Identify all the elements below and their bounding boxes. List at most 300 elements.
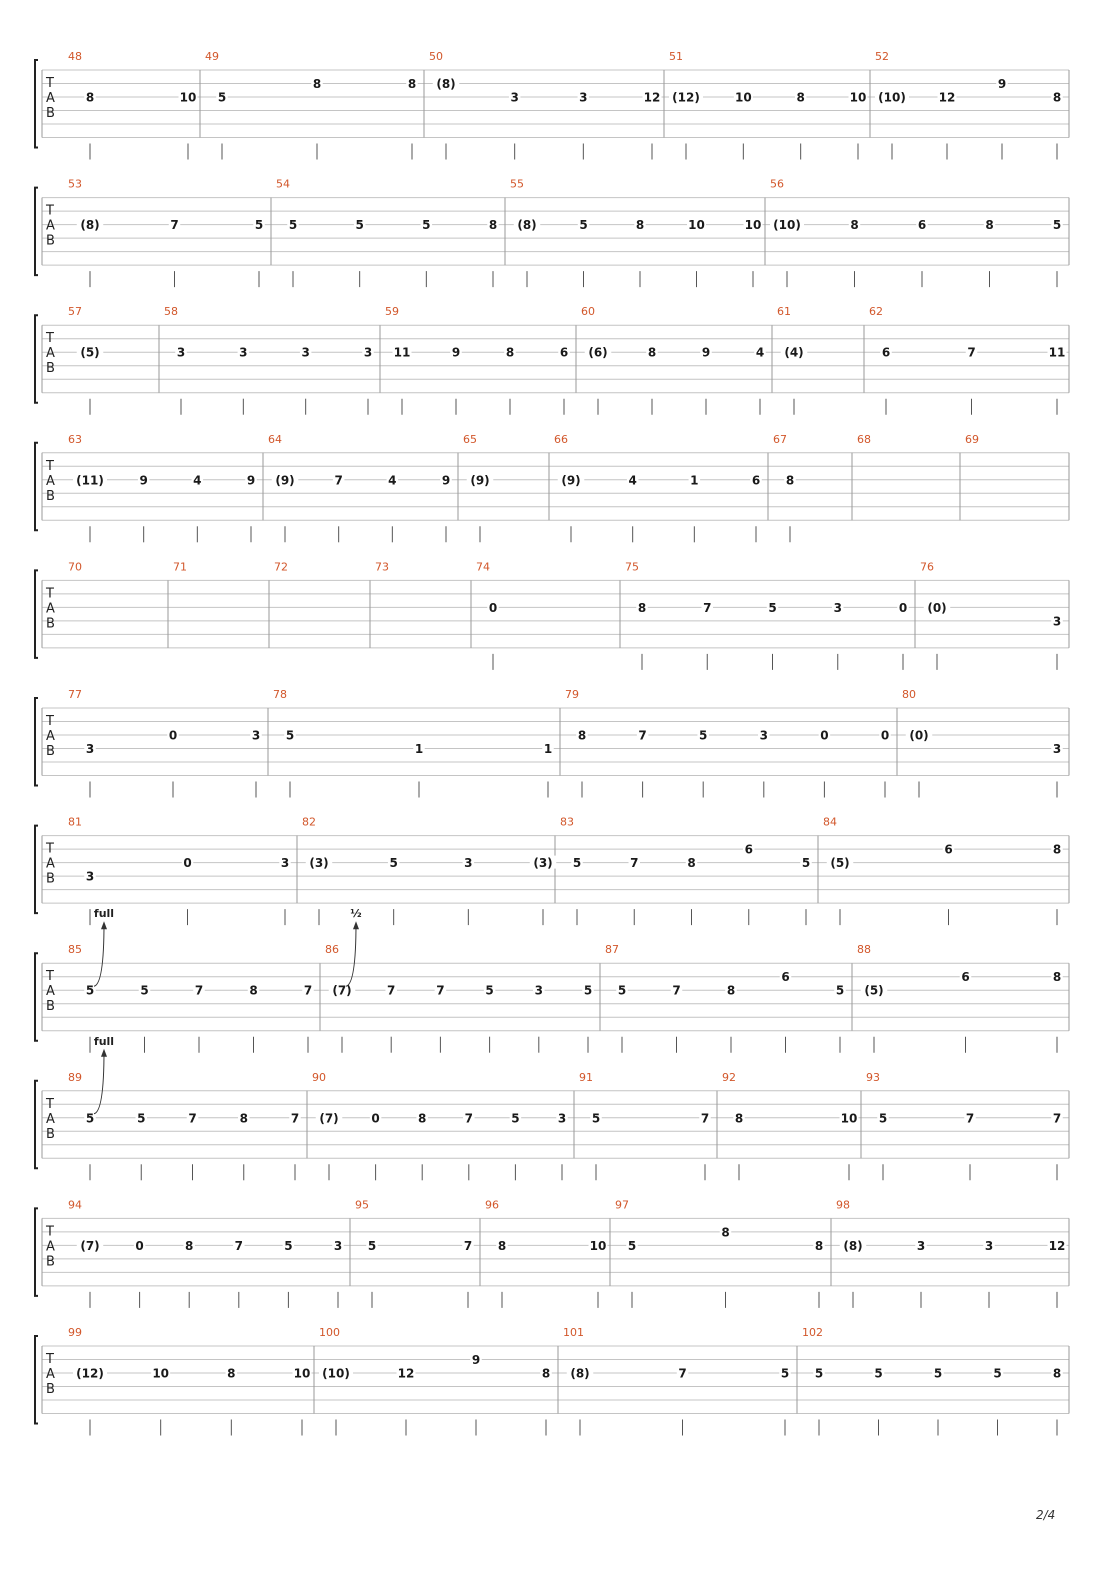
page-number: 2/4: [1036, 1508, 1056, 1522]
tab-clef-letter: B: [46, 1382, 55, 1397]
tab-clef-letter: A: [46, 856, 55, 872]
measure-number: 75: [625, 560, 639, 574]
tab-clef-letter: A: [46, 729, 55, 744]
tab-clef-letter: A: [46, 1367, 55, 1382]
tab-system: [35, 433, 1069, 543]
measure-number: 64: [268, 432, 282, 446]
fret-number: 3: [239, 345, 248, 360]
fret-number: 9: [441, 473, 451, 488]
fret-number: 5: [591, 1111, 601, 1126]
measure-number: 61: [777, 305, 791, 319]
measure: [902, 688, 1063, 798]
fret-number: 4: [628, 473, 637, 488]
measure: [276, 178, 499, 288]
fret-number: 10: [293, 1366, 311, 1381]
fret-number: (8): [436, 77, 456, 91]
measure-number: 95: [355, 1198, 369, 1212]
measure: [510, 178, 763, 288]
fret-number: 3: [833, 600, 842, 615]
fret-number: 3: [916, 1238, 926, 1253]
measure: [836, 1198, 1067, 1308]
fret-number: 5: [583, 983, 593, 998]
fret-number: (7): [332, 983, 352, 998]
measure-number: 90: [312, 1070, 326, 1084]
fret-number: (7): [80, 1238, 100, 1253]
measure-number: 91: [579, 1070, 593, 1084]
measure: [615, 1198, 825, 1308]
fret-number: 3: [464, 856, 473, 871]
fret-number: 7: [464, 1111, 473, 1126]
fret-number: (0): [927, 600, 947, 615]
measure-number: 92: [722, 1070, 736, 1084]
fret-number: 5: [511, 1111, 520, 1126]
system-bracket: [35, 953, 38, 1040]
tab-clef-letter: B: [46, 999, 55, 1015]
fret-number: 6: [559, 345, 569, 360]
fret-number: (10): [773, 218, 801, 233]
measure: [68, 178, 265, 288]
fret-number: 6: [944, 842, 953, 857]
fret-number: 10: [152, 1366, 170, 1381]
measure: [605, 943, 846, 1052]
fret-number: 8: [407, 77, 417, 91]
measure-number: 51: [669, 50, 683, 63]
fret-number: 5: [874, 1366, 883, 1381]
tab-system: [35, 816, 1069, 926]
fret-number: 8: [541, 1366, 551, 1381]
measure-number: 63: [68, 432, 82, 446]
measure-number: 71: [173, 560, 187, 574]
fret-number: 0: [820, 728, 829, 743]
tab-clef-letter: B: [46, 871, 55, 887]
fret-number: 5: [485, 983, 494, 998]
fret-number: 7: [672, 983, 681, 998]
measure-number: 102: [802, 1326, 823, 1339]
measure: [777, 305, 807, 415]
measure-number: 72: [274, 560, 288, 574]
tab-clef-letter: A: [46, 218, 55, 234]
fret-number: 7: [188, 1111, 197, 1126]
fret-number: (10): [322, 1366, 350, 1381]
measure: [205, 50, 418, 160]
system-bracket: [35, 826, 38, 914]
fret-number: 5: [288, 218, 298, 233]
measure: [722, 1071, 859, 1181]
tab-clef-letter: B: [46, 361, 55, 377]
tab-system: [35, 1198, 1069, 1308]
fret-number: 1: [690, 473, 699, 488]
measure: [68, 433, 257, 543]
tab-clef-letter: T: [46, 969, 54, 985]
fret-number: 8: [1052, 1366, 1062, 1381]
fret-number: (9): [470, 473, 490, 488]
measure: [68, 1198, 344, 1308]
fret-number: 8: [850, 218, 859, 233]
measure-number: 101: [563, 1326, 584, 1339]
measure-number: 53: [68, 177, 82, 191]
fret-number: 10: [849, 90, 867, 105]
measure-number: 69: [965, 432, 979, 446]
fret-number: 3: [759, 728, 768, 743]
fret-number: (11): [76, 473, 104, 488]
measure-number: 94: [68, 1198, 82, 1212]
bend-amount: full: [93, 1034, 115, 1048]
measure: [375, 560, 389, 573]
tab-clef-letter: B: [46, 488, 55, 504]
fret-number: 5: [627, 1238, 637, 1253]
measure: [869, 305, 1067, 415]
tab-clef-letter: B: [46, 106, 55, 121]
system-bracket: [35, 570, 38, 658]
fret-number: 5: [1052, 218, 1062, 233]
fret-number: 9: [451, 345, 461, 360]
fret-number: 7: [387, 983, 396, 998]
tab-clef-letter: A: [46, 473, 55, 489]
fret-number: (7): [319, 1111, 339, 1126]
tab-clef-letter: T: [46, 1096, 54, 1112]
fret-number: (8): [80, 218, 100, 233]
fret-number: 5: [367, 1238, 377, 1253]
measure: [429, 50, 662, 160]
measure: [68, 305, 103, 415]
fret-number: 6: [917, 218, 927, 233]
fret-number: 12: [938, 90, 956, 105]
measure-number: 59: [385, 305, 399, 319]
fret-number: 5: [993, 1366, 1002, 1381]
measure-number: 62: [869, 305, 883, 319]
measure-number: 56: [770, 177, 784, 191]
measure-number: 48: [68, 50, 82, 63]
fret-number: 5: [780, 1366, 790, 1381]
fret-number: 1: [543, 742, 553, 756]
fret-number: 5: [617, 983, 627, 998]
measure-number: 81: [68, 815, 82, 829]
measure-number: 80: [902, 688, 916, 701]
fret-number: (5): [864, 983, 884, 998]
fret-number: 8: [85, 90, 95, 105]
fret-number: 5: [85, 1111, 95, 1126]
measure-number: 97: [615, 1198, 629, 1212]
fret-number: (12): [76, 1366, 104, 1381]
tab-clef-letter: T: [46, 203, 54, 219]
tab-clef-letter: T: [46, 458, 54, 474]
system-bracket: [35, 1208, 38, 1296]
fret-number: 8: [785, 473, 795, 488]
measure-number: 93: [866, 1070, 880, 1084]
fret-number: 8: [505, 345, 515, 360]
measure: [857, 433, 871, 446]
measure: [68, 560, 82, 573]
fret-number: 8: [635, 218, 645, 233]
measure: [302, 816, 556, 926]
measure: [164, 305, 374, 415]
tab-system: [35, 1326, 1069, 1436]
fret-number: 10: [589, 1238, 607, 1253]
bend-arrowhead: [353, 921, 359, 929]
fret-number: 8: [796, 90, 805, 105]
measure-number: 67: [773, 432, 787, 446]
measure: [560, 816, 812, 926]
tab-system: [35, 560, 1069, 670]
fret-number: 8: [1052, 970, 1062, 985]
tab-clef-letter: A: [46, 1111, 55, 1127]
fret-number: 7: [703, 600, 712, 615]
fret-number: 6: [961, 970, 970, 985]
fret-number: 3: [301, 345, 310, 360]
tab-clef-letter: B: [46, 1254, 55, 1270]
fret-number: 7: [1052, 1111, 1062, 1126]
fret-number: 5: [284, 1238, 293, 1253]
fret-number: 7: [638, 728, 647, 743]
fret-number: 5: [572, 856, 582, 871]
fret-number: 12: [397, 1366, 415, 1381]
measure: [274, 560, 288, 573]
measure: [485, 1198, 608, 1308]
measure-number: 54: [276, 177, 290, 191]
fret-number: 10: [688, 218, 705, 233]
measure-number: 68: [857, 432, 871, 446]
fret-number: 9: [246, 473, 256, 488]
measure-number: 96: [485, 1198, 499, 1212]
measure-number: 98: [836, 1198, 850, 1212]
fret-number: 8: [1052, 90, 1062, 105]
fret-number: 5: [254, 218, 264, 233]
measure: [581, 305, 766, 415]
fret-number: 5: [389, 856, 398, 871]
measure-number: 73: [375, 560, 389, 574]
fret-number: 6: [751, 473, 761, 488]
measure: [355, 1198, 474, 1308]
fret-number: 8: [985, 218, 994, 233]
fret-number: 8: [814, 1238, 824, 1253]
fret-number: 5: [422, 218, 431, 233]
tab-clef-letter: B: [46, 744, 55, 759]
fret-number: 7: [967, 345, 976, 360]
fret-number: 8: [721, 1225, 730, 1240]
fret-number: 0: [135, 1238, 144, 1253]
measure-number: 99: [68, 1326, 82, 1339]
fret-number: 0: [880, 728, 890, 743]
measure: [866, 1071, 1063, 1181]
fret-number: (9): [275, 473, 295, 488]
measure-number: 55: [510, 177, 524, 191]
tab-clef-letter: A: [46, 91, 55, 106]
measure-number: 84: [823, 815, 837, 829]
tab-system: [35, 305, 1069, 415]
measure: [319, 1326, 552, 1436]
measure-number: 65: [463, 432, 477, 446]
tab-clef-letter: B: [46, 1126, 55, 1142]
measure: [385, 305, 570, 415]
measure-number: 49: [205, 50, 219, 63]
fret-number: 11: [393, 345, 411, 360]
measure: [875, 50, 1063, 160]
fret-number: 3: [984, 1238, 994, 1253]
fret-number: 5: [699, 728, 708, 743]
fret-number: 0: [898, 600, 908, 615]
fret-number: 8: [1052, 842, 1062, 857]
system-bracket: [35, 1336, 38, 1424]
fret-number: 8: [239, 1111, 248, 1126]
measure-number: 100: [319, 1326, 340, 1339]
fret-number: 7: [463, 1238, 473, 1253]
system-bracket: [35, 60, 38, 148]
fret-number: 7: [436, 983, 445, 998]
fret-number: 5: [835, 983, 845, 998]
fret-number: (9): [561, 473, 581, 488]
system-bracket: [35, 698, 38, 786]
fret-number: 4: [388, 473, 397, 488]
fret-number: 3: [1052, 742, 1062, 756]
measure: [463, 433, 493, 543]
fret-number: 9: [471, 1353, 481, 1367]
fret-number: 8: [647, 345, 657, 360]
fret-number: 5: [355, 218, 364, 233]
measure: [173, 560, 187, 573]
fret-number: (8): [843, 1238, 863, 1253]
fret-number: (10): [878, 90, 906, 105]
measure: [312, 1071, 568, 1181]
fret-number: 8: [312, 77, 322, 91]
fret-number: 5: [801, 856, 811, 871]
fret-number: 9: [997, 77, 1007, 91]
measure-number: 50: [429, 50, 443, 63]
fret-number: 12: [643, 90, 661, 105]
tab-clef-letter: A: [46, 601, 55, 617]
fret-number: 5: [768, 600, 777, 615]
measure: [68, 688, 262, 798]
fret-number: (3): [309, 856, 329, 871]
measure-number: 76: [920, 560, 934, 574]
tab-clef-letter: A: [46, 346, 55, 362]
tab-clef-letter: B: [46, 233, 55, 249]
measure-number: 82: [302, 815, 316, 829]
fret-number: 3: [85, 869, 95, 884]
measure: [770, 178, 1063, 288]
fret-number: (8): [517, 218, 537, 233]
fret-number: (5): [830, 856, 850, 871]
fret-number: 7: [234, 1238, 243, 1253]
fret-number: 7: [965, 1111, 975, 1126]
fret-number: 0: [183, 856, 192, 871]
tab-clef-letter: T: [46, 841, 54, 857]
fret-number: 5: [285, 728, 295, 743]
fret-number: 5: [933, 1366, 943, 1381]
fret-number: 3: [557, 1111, 567, 1126]
fret-number: 6: [781, 970, 790, 985]
measure-number: 77: [68, 688, 82, 701]
fret-number: 9: [139, 473, 148, 488]
tab-clef-letter: T: [46, 714, 54, 729]
measure-number: 87: [605, 943, 619, 957]
fret-number: 6: [881, 345, 891, 360]
measure: [669, 50, 868, 160]
fret-number: 8: [577, 728, 587, 743]
fret-number: 10: [179, 90, 197, 105]
fret-number: 3: [534, 983, 543, 998]
fret-number: 3: [280, 856, 290, 871]
measure: [565, 688, 891, 798]
fret-number: 0: [488, 600, 498, 615]
measure: [273, 688, 554, 798]
measure-number: 57: [68, 305, 82, 319]
tab-clef-letter: A: [46, 1239, 55, 1255]
fret-number: 4: [193, 473, 202, 488]
system-bracket: [35, 443, 38, 531]
measure: [554, 433, 762, 543]
system-bracket: [35, 1081, 38, 1169]
fret-number: 3: [333, 1238, 343, 1253]
fret-number: 3: [579, 90, 588, 105]
fret-number: 5: [85, 983, 95, 998]
measure-number: 58: [164, 305, 178, 319]
measure: [68, 50, 198, 160]
bend-amount: full: [93, 907, 115, 921]
bend-arrowhead: [101, 921, 107, 929]
fret-number: (5): [80, 345, 100, 360]
fret-number: (8): [570, 1366, 590, 1381]
measure: [68, 1326, 312, 1436]
measure-number: 60: [581, 305, 595, 319]
measure: [476, 560, 499, 670]
fret-number: 7: [303, 983, 313, 998]
tab-clef-letter: B: [46, 616, 55, 632]
fret-number: 8: [726, 983, 736, 998]
fret-number: 4: [755, 345, 765, 360]
fret-number: 8: [734, 1111, 744, 1126]
fret-number: 7: [678, 1366, 687, 1381]
measure: [268, 433, 452, 543]
fret-number: (6): [588, 345, 608, 360]
tab-clef-letter: T: [46, 586, 54, 602]
measure: [965, 433, 979, 446]
tab-clef-letter: T: [46, 1352, 54, 1367]
fret-number: 3: [510, 90, 519, 105]
tab-clef-letter: A: [46, 984, 55, 1000]
fret-number: (3): [533, 856, 553, 871]
measure: [857, 943, 1063, 1052]
fret-number: 5: [579, 218, 588, 233]
fret-number: 8: [497, 1238, 507, 1253]
measure-number: 66: [554, 432, 568, 446]
fret-number: 3: [1052, 614, 1062, 629]
tab-system: [35, 50, 1069, 160]
measure: [625, 560, 909, 670]
fret-number: 12: [1048, 1238, 1066, 1253]
fret-number: 5: [217, 90, 227, 105]
fret-number: 7: [290, 1111, 300, 1126]
fret-number: 5: [137, 1111, 146, 1126]
fret-number: 7: [630, 856, 639, 871]
measure-number: 79: [565, 688, 579, 701]
fret-number: 8: [488, 218, 498, 233]
fret-number: 8: [227, 1366, 236, 1381]
tab-system: [35, 1035, 1069, 1181]
fret-number: (0): [909, 728, 929, 743]
measure-number: 83: [560, 815, 574, 829]
measure-number: 86: [325, 943, 339, 957]
measure: [579, 1071, 711, 1181]
measure-number: 85: [68, 943, 82, 957]
fret-number: 7: [700, 1111, 710, 1126]
tab-system: [35, 688, 1069, 798]
fret-number: 0: [168, 728, 178, 743]
tab-clef-letter: T: [46, 331, 54, 347]
fret-number: 7: [194, 983, 204, 998]
fret-number: 3: [251, 728, 261, 743]
fret-number: 8: [687, 856, 696, 871]
fret-number: (12): [672, 90, 700, 105]
